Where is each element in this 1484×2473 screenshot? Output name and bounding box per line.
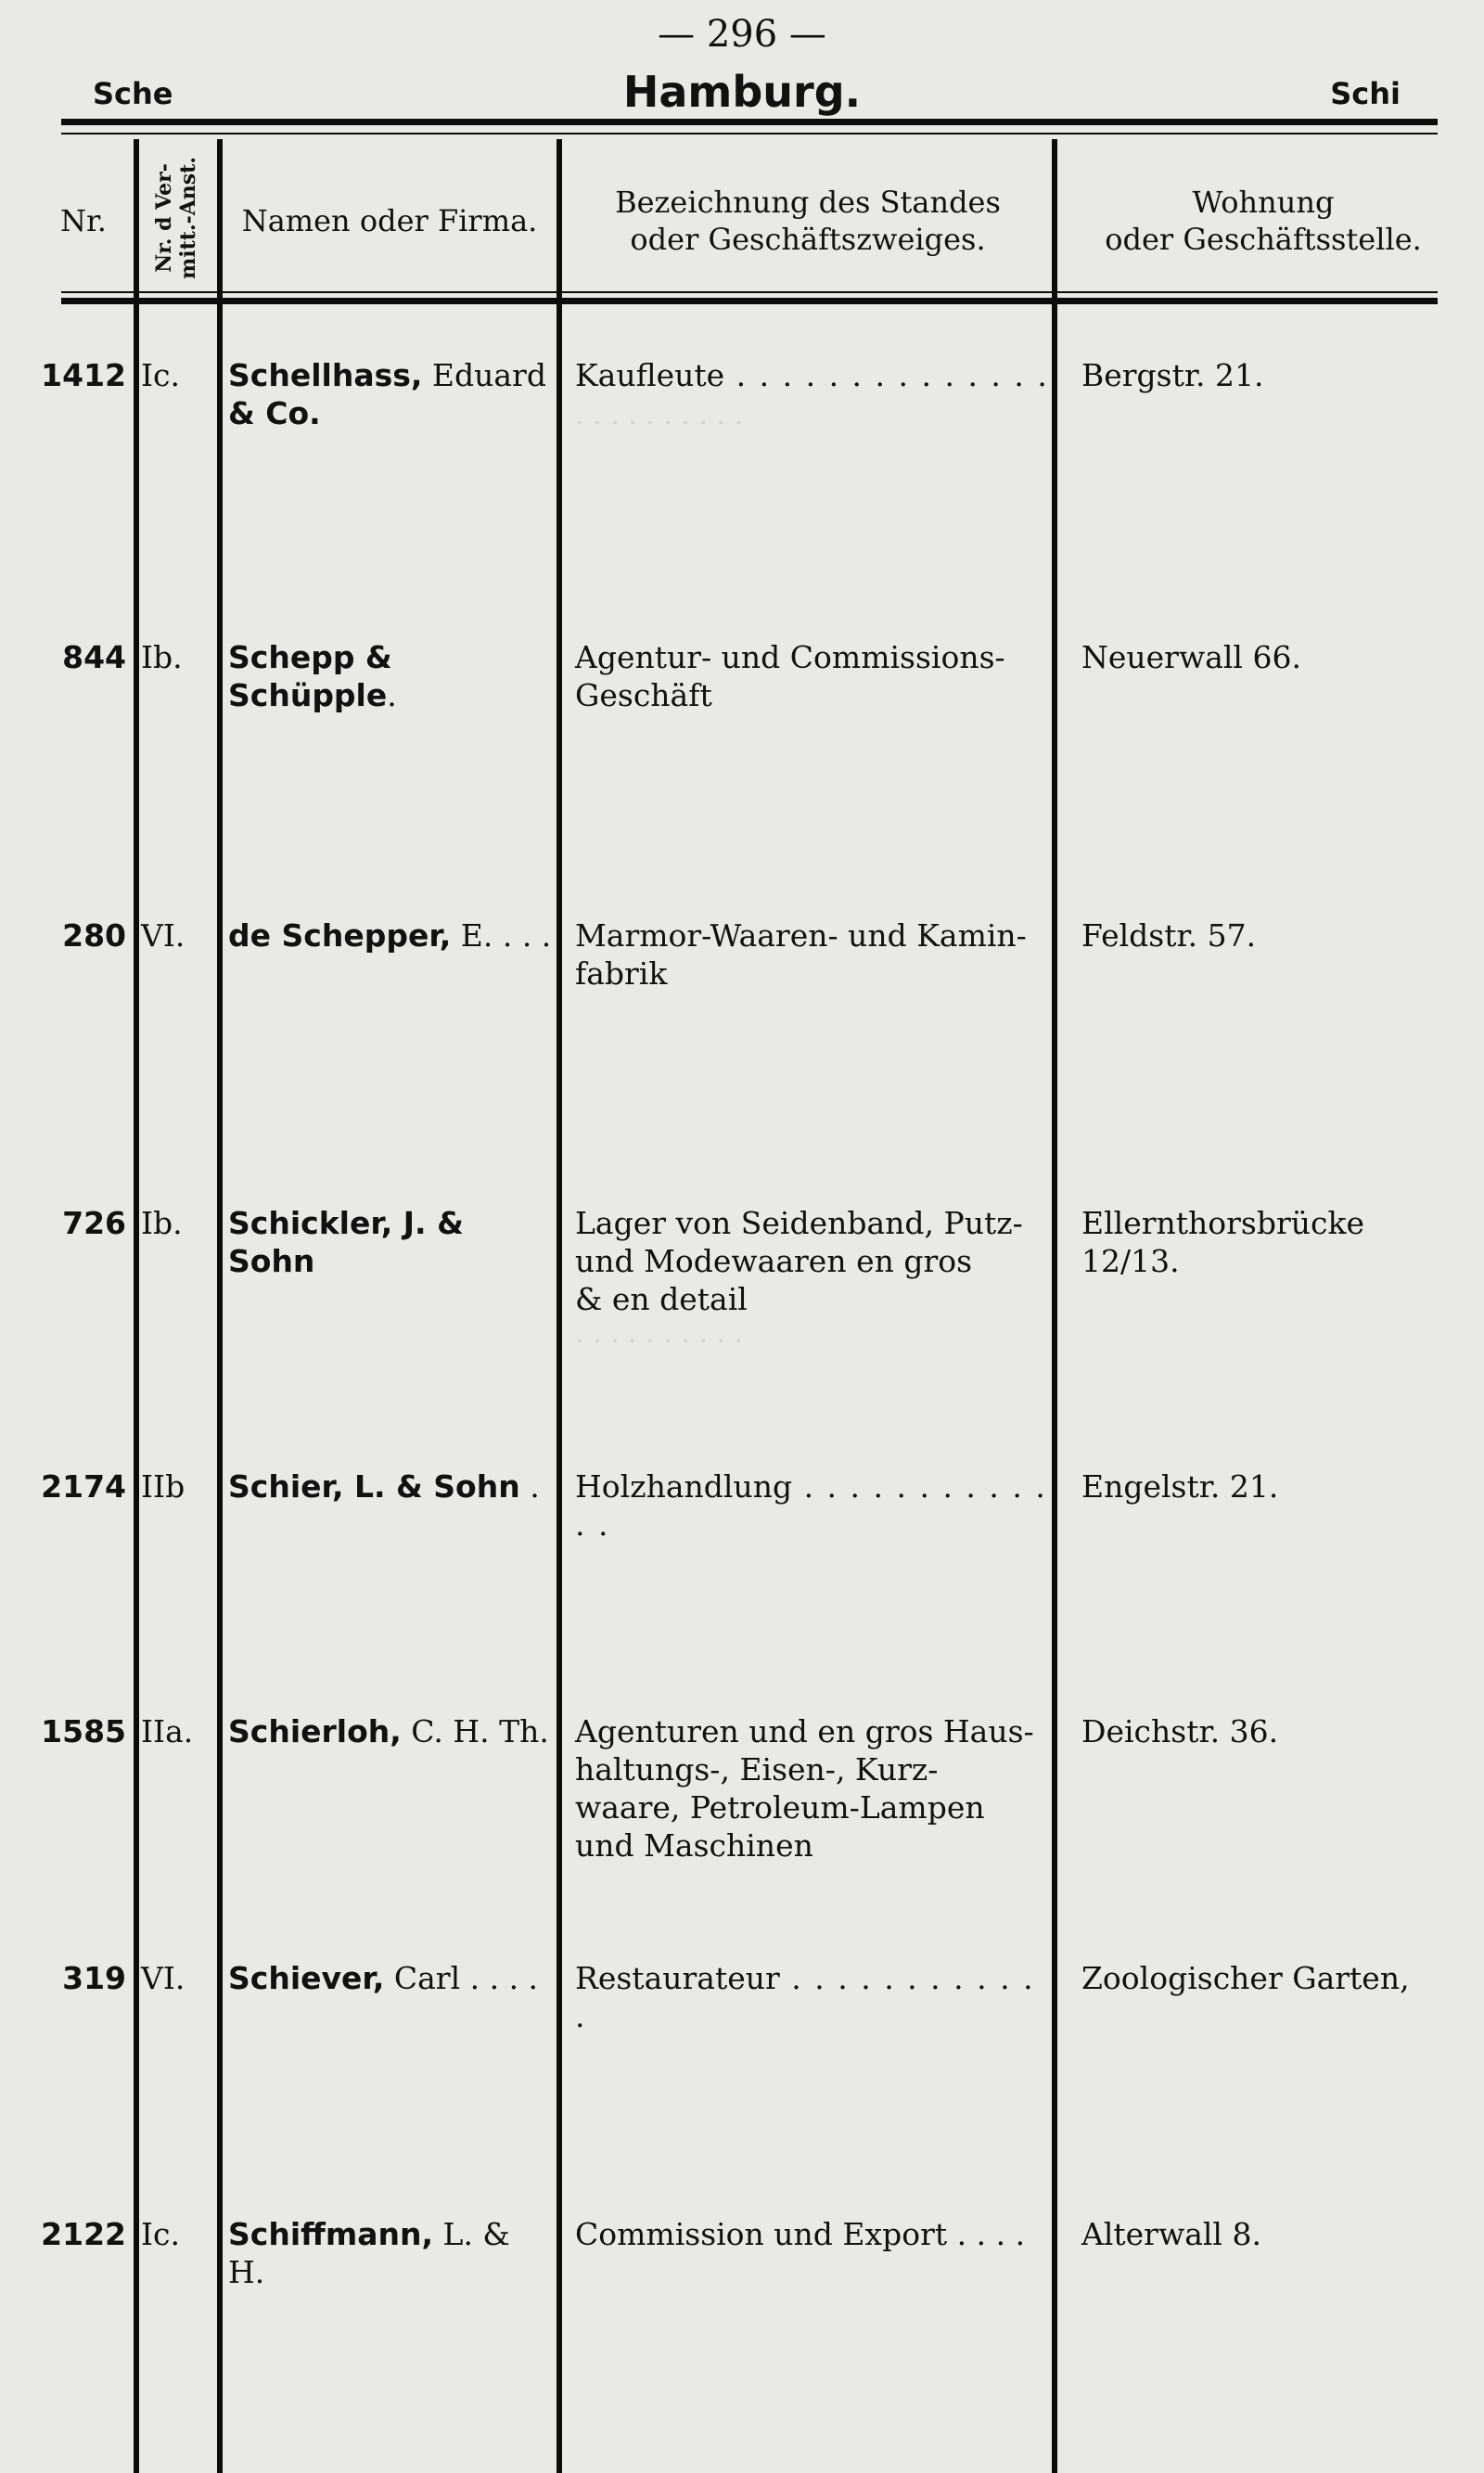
leader-dots: . . . . . . . . . . . . . . <box>724 357 1049 393</box>
entry-class: IIb <box>141 1468 186 1505</box>
entry-name <box>228 1712 555 1750</box>
entry-trade: Agentur- und Commissions- Geschäft <box>575 639 1005 713</box>
entry-name-line2: & Co. <box>228 395 321 431</box>
entry-name-bold: Schier, L. & Sohn <box>228 1468 520 1505</box>
entry-address: Deichstr. 36. <box>1081 1713 1279 1749</box>
entry-number: 319 <box>62 1960 126 1996</box>
entry-class: VI. <box>141 1960 186 1996</box>
entry-name <box>228 1959 555 1997</box>
entry-name-bold: Schepp & Schüpple <box>228 639 392 713</box>
entry-trade-text: Kaufleute <box>575 357 725 393</box>
entry-trade <box>575 1959 1050 2035</box>
entry-address: Bergstr. 21. <box>1081 357 1264 393</box>
entry-trade: Lager von Seidenband, Putz- und Modewaaren en gros & en detail <box>575 1205 1023 1317</box>
entry-address: Zoologischer Garten, <box>1081 1960 1410 1996</box>
entry-name-bold: Schiffmann, <box>228 2216 434 2252</box>
entry-trade <box>575 356 1050 394</box>
column-header-trade: Bezeichnung des Standes oder Geschäftszweiges. <box>615 185 1001 257</box>
entry-name-rest: Eduard <box>422 357 546 393</box>
page-title: Hamburg. <box>622 67 862 117</box>
entry-number: 1412 <box>41 357 126 393</box>
entry-name-rest: C. H. Th. <box>401 1713 549 1749</box>
running-head-left: Sche <box>93 76 173 111</box>
entry-trade <box>575 1467 1050 1544</box>
entry-name-rest: . <box>387 677 397 713</box>
entry-name-rest: L. & H. <box>228 2216 510 2290</box>
entry-number: 1585 <box>41 1713 126 1749</box>
column-header-anstalt <box>135 139 217 297</box>
entry-address: Ellernthorsbrücke 12/13. <box>1081 1205 1365 1279</box>
show-through-line: . . . . . . . . . . <box>575 399 744 431</box>
entry-class: Ic. <box>141 357 181 393</box>
entry-name-bold: Schickler, J. & Sohn <box>228 1205 464 1279</box>
entry-trade: Commission und Export . . . . <box>575 2216 1026 2252</box>
show-through-line: . . . . . . . . . . <box>575 1317 744 1350</box>
entry-name-rest: Carl . . . . <box>384 1960 539 1996</box>
entry-number: 2174 <box>41 1468 126 1505</box>
entry-name <box>228 916 555 955</box>
entry-class: Ib. <box>141 1205 183 1241</box>
entry-number: 726 <box>62 1205 126 1241</box>
entry-name <box>228 1204 555 1280</box>
column-rule-3 <box>556 139 562 2473</box>
entry-address: Engelstr. 21. <box>1081 1468 1279 1505</box>
entry-address: Feldstr. 57. <box>1081 917 1257 954</box>
entry-name-bold: Schiever, <box>228 1960 385 1996</box>
entry-trade: Marmor-Waaren- und Kamin- fabrik <box>575 917 1027 992</box>
entry-name <box>228 638 555 714</box>
header-rule-thick <box>61 298 1438 304</box>
page-number: — 296 — <box>658 13 826 56</box>
entry-class: VI. <box>141 917 186 954</box>
top-rule-thin <box>61 133 1438 135</box>
entry-name <box>228 356 555 432</box>
column-header-name: Namen oder Firma. <box>241 203 538 238</box>
entry-name-rest: E. . . . <box>451 917 552 954</box>
entry-name-bold: de Schepper, <box>228 917 452 954</box>
column-header-nr: Nr. <box>60 203 107 238</box>
entry-name-bold: Schierloh, <box>228 1713 402 1749</box>
entry-address: Neuerwall 66. <box>1081 639 1301 675</box>
entry-number: 844 <box>62 639 126 675</box>
top-rule-thick <box>61 119 1438 125</box>
running-head-right: Schi <box>1330 76 1401 111</box>
entry-number: 280 <box>62 917 126 954</box>
column-rule-1 <box>134 139 139 2473</box>
column-header-address: Wohnung oder Geschäftsstelle. <box>1105 185 1422 257</box>
column-header-anstalt-label: Nr. d Ver- mitt.-Anst. <box>152 156 200 280</box>
entry-name-bold: Schellhass, <box>228 357 423 393</box>
entry-name-rest: . <box>519 1468 540 1505</box>
column-rule-2 <box>217 139 223 2473</box>
entry-trade-text: Restaurateur <box>575 1960 780 1996</box>
entry-class: IIa. <box>141 1713 194 1749</box>
leader-dots: . . . . . . . . . . . . . <box>575 1468 1047 1543</box>
entry-name <box>228 1467 555 1506</box>
entry-class: Ic. <box>141 2216 181 2252</box>
column-rule-4 <box>1052 139 1057 2473</box>
header-rule-thin <box>61 291 1438 293</box>
entry-address: Alterwall 8. <box>1081 2216 1261 2252</box>
entry-trade: Agenturen und en gros Haus- haltungs-, Eisen-, Kurz- waare, Petroleum-Lampen und Maschinen <box>575 1713 1034 1864</box>
entry-class: Ib. <box>141 639 183 675</box>
entry-trade-text: Holzhandlung <box>575 1468 793 1505</box>
leader-dots: . . . . . . . . . . . . <box>575 1960 1035 2034</box>
entry-name <box>228 2215 555 2291</box>
entry-number: 2122 <box>41 2216 126 2252</box>
